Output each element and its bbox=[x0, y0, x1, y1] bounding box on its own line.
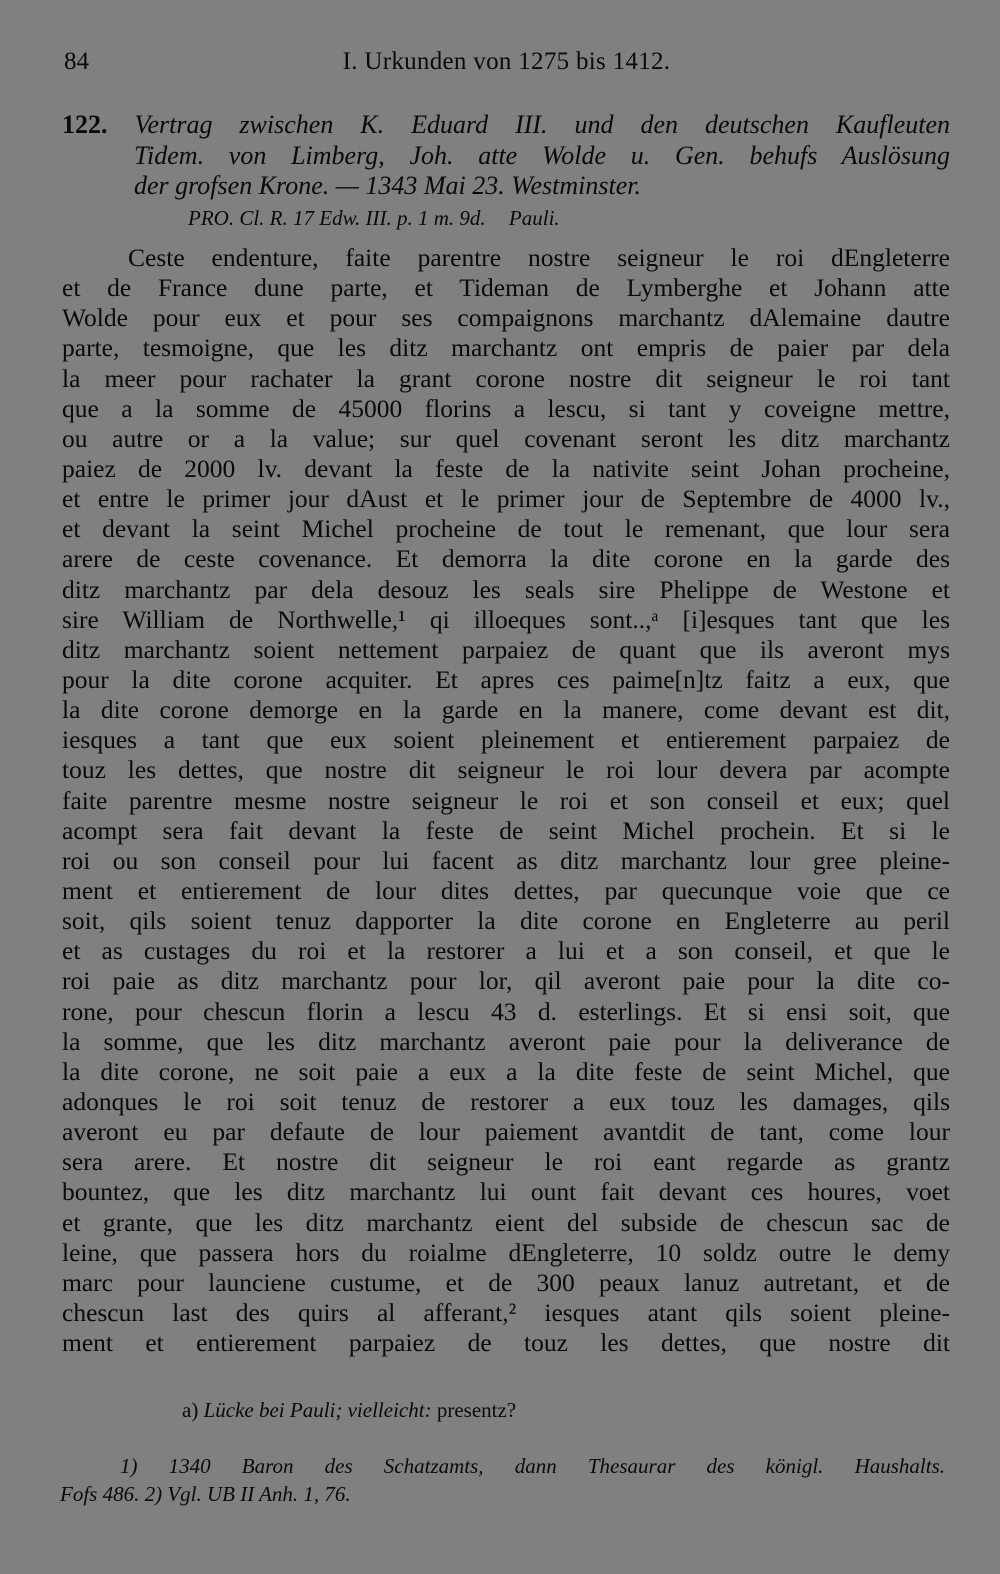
footnote-1: 1) 1340 Baron des Schatzamts, dann Thesaurar des königl. Haushalts. bbox=[120, 1454, 945, 1478]
text-line: sera arere. Et nostre dit seigneur le roi eant regarde as grantz bbox=[62, 1147, 950, 1177]
text-line: roi paie as ditz marchantz pour lor, qil averont paie pour la dite co- bbox=[62, 966, 950, 996]
text-line: la dite corone demorge en la garde en la manere, come devant est dit, bbox=[62, 695, 950, 725]
text-line: touz les dettes, que nostre dit seigneur le roi lour devera par acompte bbox=[62, 755, 950, 785]
document-title bbox=[62, 110, 950, 202]
text-line: arere de ceste covenance. Et demorra la dite corone en la garde des bbox=[62, 544, 950, 574]
text-line: acompt sera fait devant la feste de seint Michel prochein. Et si le bbox=[62, 815, 950, 845]
text-line: et entre le primer jour dAust et le primer jour de Septembre de 4000 lv., bbox=[62, 484, 950, 514]
text-line: et de France dune parte, et Tideman de Lymberghe et Johann atte bbox=[62, 273, 950, 303]
text-line: averont eu par defaute de lour paiement avantdit de tant, come lour bbox=[62, 1117, 950, 1147]
text-line: et grante, que les ditz marchantz eient del subside de chescun sac de bbox=[62, 1207, 950, 1237]
source-reference bbox=[188, 206, 578, 231]
text-line: soit, qils soient tenuz dapporter la dite corone en Engleterre au peril bbox=[62, 906, 950, 936]
footnote-a-italic: Lücke bei Pauli; vielleicht: bbox=[203, 1398, 432, 1422]
text-line: Ceste endenture, faite parentre nostre seigneur le roi dEngleterre bbox=[128, 243, 950, 272]
text-line: la meer pour rachater la grant corone nostre dit seigneur le roi tant bbox=[62, 363, 950, 393]
text-line: sire William de Northwelle,¹ qi illoeques sont..,ᵃ [i]esques tant que les bbox=[62, 604, 950, 634]
text-line: ditz marchantz par dela desouz les seals sire Phelippe de Westone et bbox=[62, 574, 950, 604]
title-line-1 bbox=[62, 110, 950, 141]
footnote-2: Fofs 486. 2) Vgl. UB II Anh. 1, 76. bbox=[60, 1482, 351, 1506]
footnote-a bbox=[182, 1398, 516, 1423]
footnotes bbox=[60, 1452, 945, 1508]
title-line-2: Tidem. von Limberg, Joh. atte Wolde u. Gen. behufs Auslösung bbox=[134, 140, 950, 170]
text-line: bountez, que les ditz marchantz lui ount fait devant ces houres, voet bbox=[62, 1177, 950, 1207]
footnote-a-label: a) bbox=[182, 1398, 199, 1422]
text-line: paiez de 2000 lv. devant la feste de la nativite seint Johan procheine, bbox=[62, 453, 950, 483]
archive-reference: PRO. Cl. R. 17 Edw. III. p. 1 m. 9d. bbox=[188, 206, 486, 230]
body-text bbox=[62, 243, 950, 1358]
title-text: Vertrag zwischen K. Eduard III. und den deutschen Kaufleuten bbox=[134, 110, 951, 139]
text-line: que a la somme de 45000 florins a lescu, si tant y coveigne mettre, bbox=[62, 393, 950, 423]
text-line: ment et entierement de lour dites dettes, par quecunque voie que ce bbox=[62, 875, 950, 905]
text-line: rone, pour chescun florin a lescu 43 d. esterlings. Et si ensi soit, que bbox=[62, 996, 950, 1026]
text-line: adonques le roi soit tenuz de restorer a eux touz les damages, qils bbox=[62, 1086, 950, 1116]
page-header bbox=[64, 48, 949, 84]
text-line: pour la dite corone acquiter. Et apres ces paime[n]tz faitz a eux, que bbox=[62, 664, 950, 694]
text-line: iesques a tant que eux soient pleinement et entierement parpaiez de bbox=[62, 725, 950, 755]
text-line: parte, tesmoigne, que les ditz marchantz ont empris de paier par dela bbox=[62, 333, 950, 363]
text-line: roi ou son conseil pour lui facent as ditz marchantz lour gree pleine- bbox=[62, 845, 950, 875]
text-line: et devant la seint Michel procheine de tout le remenant, que lour sera bbox=[62, 514, 950, 544]
text-line: ment et entierement parpaiez de touz les dettes, que nostre dit bbox=[62, 1328, 950, 1358]
running-head: I. Urkunden von 1275 bis 1412. bbox=[342, 48, 671, 75]
edition-reference: Pauli. bbox=[508, 206, 560, 230]
text-line: ditz marchantz soient nettement parpaiez de quant que ils averont mys bbox=[62, 634, 950, 664]
text-line: et as custages du roi et la restorer a lui et a son conseil, et que le bbox=[62, 936, 950, 966]
footnote-a-text: presentz? bbox=[436, 1398, 517, 1422]
text-line: ou autre or a la value; sur quel covenant seront les ditz marchantz bbox=[62, 423, 950, 453]
text-line: chescun last des quirs al afferant,² iesques atant qils soient pleine- bbox=[62, 1297, 950, 1327]
text-line: faite parentre mesme nostre seigneur le roi et son conseil et eux; quel bbox=[62, 785, 950, 815]
document-number: 122. bbox=[62, 110, 108, 139]
text-line: marc pour launciene custume, et de 300 peaux lanuz autretant, et de bbox=[62, 1267, 950, 1297]
text-line: Wolde pour eux et pour ses compaignons marchantz dAlemaine dautre bbox=[62, 303, 950, 333]
text-line: la dite corone, ne soit paie a eux a la dite feste de seint Michel, que bbox=[62, 1056, 950, 1086]
title-line-3: der grofsen Krone. — 1343 Mai 23. Westminster. bbox=[134, 171, 641, 200]
text-line: la somme, que les ditz marchantz averont paie pour la deliverance de bbox=[62, 1026, 950, 1056]
page-number: 84 bbox=[64, 48, 89, 75]
text-line: leine, que passera hors du roialme dEngleterre, 10 soldz outre le demy bbox=[62, 1237, 950, 1267]
